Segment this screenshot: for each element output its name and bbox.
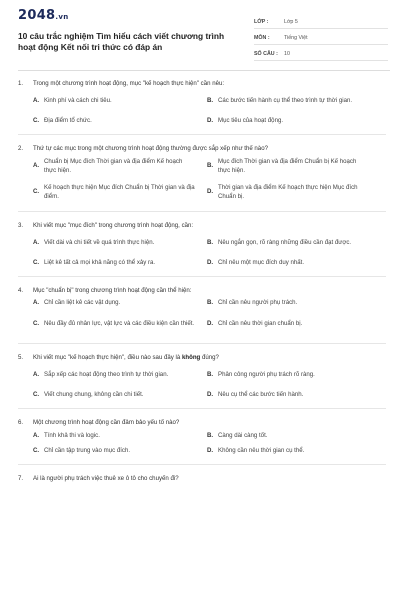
option-label: B. <box>207 431 214 439</box>
option-text: Thời gian và địa điểm Kế hoạch thực hiện Mục đích Chuẩn bị. <box>218 183 358 200</box>
option-text: Liệt kê tất cả mọi khả năng có thể xảy ra. <box>44 259 156 267</box>
option-text: Không cần nêu thời gian cụ thể. <box>218 447 305 455</box>
worksheet-header <box>0 0 400 66</box>
option-text: Nêu cụ thể các bước tiến hành. <box>218 391 304 399</box>
option-text: Mục đích Thời gian và địa điểm Chuẩn bị Kế hoạch thực hiện. <box>218 157 357 174</box>
question-number: 2. <box>18 144 24 152</box>
meta-count-value: 10 <box>284 50 290 57</box>
question-divider <box>18 134 386 135</box>
option-text: Các bước tiến hành cụ thể theo trình tự thời gian. <box>218 97 353 105</box>
meta-subject <box>254 31 388 45</box>
option-row <box>33 230 390 256</box>
option-row <box>33 311 390 337</box>
question-text-part: Khi viết mục "kế hoạch thực hiện", điều nào sau đây là <box>33 353 182 361</box>
question-4 <box>18 285 390 344</box>
option-row <box>33 88 390 114</box>
option-text: Kinh phí và cách chi tiêu. <box>44 97 112 105</box>
option-label: C. <box>33 320 40 328</box>
question-divider <box>18 408 386 409</box>
question-text-part: đúng? <box>200 353 219 361</box>
meta-count <box>254 47 388 61</box>
question-5 <box>18 352 390 409</box>
worksheet-meta <box>254 15 388 63</box>
option-label: C. <box>33 447 40 455</box>
option-c[interactable] <box>33 390 207 399</box>
meta-subject-value: Tiếng Việt <box>284 34 308 41</box>
option-text: Nêu ngắn gọn, rõ ràng những điều cần đạt được. <box>218 239 352 247</box>
question-text <box>33 353 219 362</box>
meta-grade-value: Lớp 5 <box>284 18 298 25</box>
question-list <box>18 78 390 483</box>
option-label: B. <box>207 371 214 379</box>
question-1 <box>18 78 390 135</box>
question-divider <box>18 211 386 212</box>
option-row <box>33 427 390 444</box>
question-number: 4. <box>18 286 24 294</box>
option-label: D. <box>207 391 214 399</box>
option-c[interactable] <box>33 183 207 202</box>
option-d[interactable] <box>207 319 381 328</box>
option-label: D. <box>207 117 214 125</box>
option-text: Mục tiêu của hoạt động. <box>218 117 284 125</box>
question-text: Trong một chương trình hoạt động, mục "kế hoạch thực hiện" cần nêu: <box>33 79 225 87</box>
option-b[interactable] <box>207 431 381 440</box>
option-b[interactable] <box>207 96 381 105</box>
option-text: Chỉ nêu một mục đích duy nhất. <box>218 259 305 267</box>
question-number: 6. <box>18 418 24 426</box>
question-divider <box>18 276 386 277</box>
option-label: A. <box>33 239 40 247</box>
header-divider <box>18 70 390 71</box>
option-row <box>33 179 390 205</box>
option-c[interactable] <box>33 116 207 125</box>
question-6 <box>18 417 390 465</box>
option-list <box>33 88 390 128</box>
option-list <box>33 230 390 270</box>
option-text: Chỉ cần nêu thời gian chuẩn bị. <box>218 320 303 328</box>
option-b[interactable] <box>207 298 381 307</box>
option-list <box>33 427 390 458</box>
option-a[interactable] <box>33 96 207 105</box>
option-label: A. <box>33 371 40 379</box>
option-label: A. <box>33 299 40 307</box>
option-text: Nêu đầy đủ nhân lực, vật lực và các điều kiện cần thiết. <box>44 320 195 328</box>
question-stem <box>18 78 390 88</box>
option-row <box>33 114 390 128</box>
option-row <box>33 153 390 179</box>
logo-text: 2048 <box>18 8 56 23</box>
option-b[interactable] <box>207 157 381 176</box>
option-label: C. <box>33 117 40 125</box>
option-text: Kế hoạch thực hiện Mục đích Chuẩn bị Thời gian và địa điểm. <box>44 183 195 200</box>
option-label: A. <box>33 431 40 439</box>
option-text: Chỉ cần tập trung vào mục đích. <box>44 447 131 455</box>
option-a[interactable] <box>33 157 207 176</box>
option-label: D. <box>207 259 214 267</box>
option-label: C. <box>33 188 40 196</box>
worksheet-title: 10 câu trắc nghiệm Tìm hiểu cách viết chương trình hoạt động Kết nối tri thức có đáp án <box>18 31 225 52</box>
option-label: B. <box>207 162 214 170</box>
question-divider <box>18 343 386 344</box>
option-a[interactable] <box>33 298 207 307</box>
option-a[interactable] <box>33 370 207 379</box>
option-list <box>33 362 390 402</box>
option-d[interactable] <box>207 258 381 267</box>
question-2 <box>18 143 390 212</box>
option-label: A. <box>33 162 40 170</box>
option-row <box>33 388 390 402</box>
meta-grade <box>254 15 388 29</box>
question-text: Mục "chuẩn bị" trong chương trình hoạt động cần thể hiện: <box>33 286 192 294</box>
question-text: Khi viết mục "mục đích" trong chương trình hoạt động, cần: <box>33 221 194 229</box>
option-text: Viết dài và chi tiết về quá trình thực hiện. <box>44 239 155 247</box>
option-text: Viết chung chung, không cần chi tiết. <box>44 391 144 399</box>
option-label: B. <box>207 97 214 105</box>
question-stem <box>18 352 390 362</box>
option-list <box>33 295 390 337</box>
option-d[interactable] <box>207 390 381 399</box>
site-logo[interactable] <box>18 8 69 23</box>
option-d[interactable] <box>207 183 381 202</box>
option-row <box>33 444 390 458</box>
question-text: Thứ tự các mục trong một chương trình hoạt động thường được sắp xếp như thế nào? <box>33 144 268 152</box>
option-c[interactable] <box>33 319 207 328</box>
option-c[interactable] <box>33 446 207 455</box>
option-text: Chỉ cần nêu người phụ trách. <box>218 299 298 307</box>
meta-count-label: SỐ CÂU : <box>254 50 278 57</box>
question-3 <box>18 220 390 277</box>
question-stem <box>18 417 390 427</box>
question-number: 3. <box>18 221 24 229</box>
option-text: Chỉ cần liệt kê các vật dụng. <box>44 299 121 307</box>
question-number: 7. <box>18 474 24 482</box>
question-stem <box>18 473 390 483</box>
option-text: Càng dài càng tốt. <box>218 431 268 439</box>
question-stem <box>18 285 390 295</box>
meta-grade-label: LỚP : <box>254 18 269 25</box>
question-number: 5. <box>18 353 24 361</box>
option-b[interactable] <box>207 238 381 247</box>
option-label: C. <box>33 259 40 267</box>
option-row <box>33 362 390 388</box>
option-label: B. <box>207 239 214 247</box>
option-label: A. <box>33 97 40 105</box>
option-text: Địa điểm tổ chức. <box>44 117 92 125</box>
option-row <box>33 295 390 311</box>
option-d[interactable] <box>207 116 381 125</box>
option-label: D. <box>207 447 214 455</box>
question-stem <box>18 143 390 153</box>
question-text: Một chương trình hoạt động cần đảm bảo yếu tố nào? <box>33 418 180 426</box>
option-label: D. <box>207 188 214 196</box>
option-b[interactable] <box>207 370 381 379</box>
option-a[interactable] <box>33 431 207 440</box>
question-divider <box>18 464 386 465</box>
option-text: Chuẩn bị Mục đích Thời gian và địa điểm Kế hoạch thực hiện. <box>44 157 183 174</box>
option-row <box>33 256 390 270</box>
option-text: Sắp xếp các hoạt động theo trình tự thời gian. <box>44 371 169 379</box>
option-c[interactable] <box>33 258 207 267</box>
option-a[interactable] <box>33 238 207 247</box>
question-stem <box>18 220 390 230</box>
option-d[interactable] <box>207 446 381 455</box>
option-text: Tính khả thi và logic. <box>44 431 100 439</box>
option-label: C. <box>33 391 40 399</box>
question-7 <box>18 473 390 483</box>
question-text: Ai là người phụ trách việc thuê xe ô tô cho chuyến đi? <box>33 474 179 482</box>
option-label: D. <box>207 320 214 328</box>
option-label: B. <box>207 299 214 307</box>
logo-tld: .vn <box>55 13 69 21</box>
meta-subject-label: MÔN : <box>254 34 270 41</box>
option-text: Phân công người phụ trách rõ ràng. <box>218 371 315 379</box>
question-emphasis: không <box>182 353 201 361</box>
option-list <box>33 153 390 205</box>
question-number: 1. <box>18 79 24 87</box>
